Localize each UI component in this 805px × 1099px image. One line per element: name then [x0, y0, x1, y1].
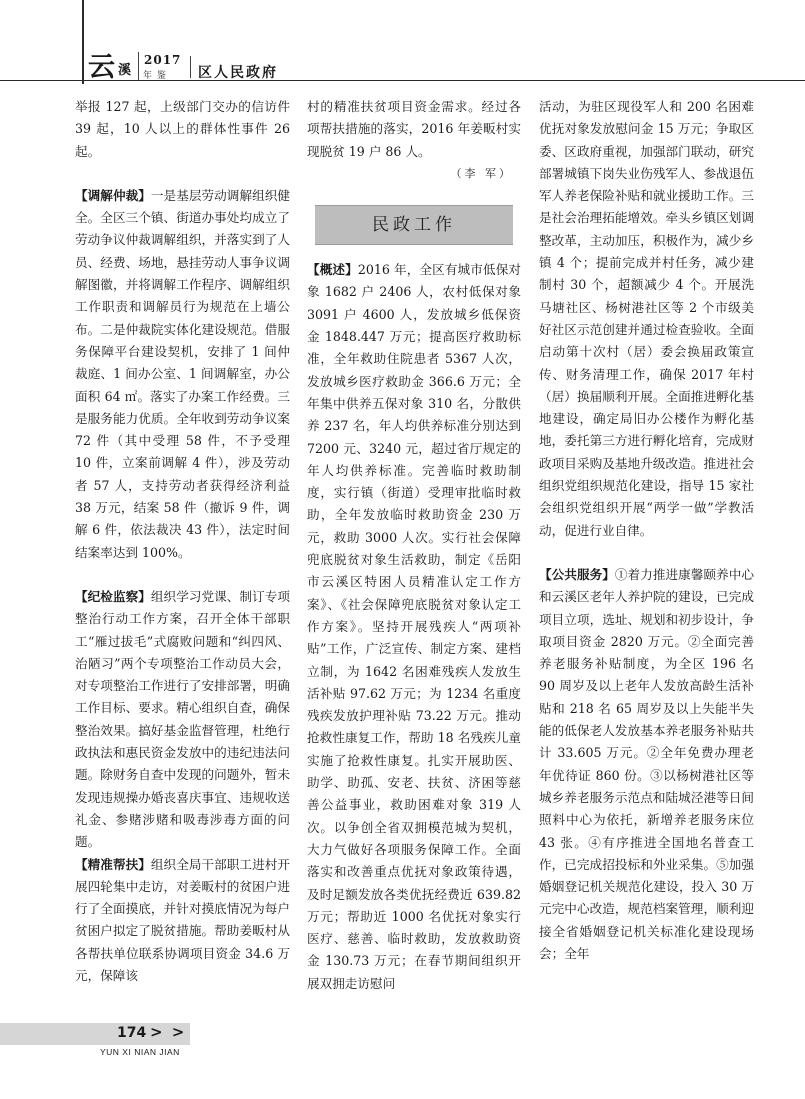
column-middle	[307, 96, 521, 995]
header-separator	[138, 52, 139, 80]
paragraph-mediation-text: 一是基层劳动调解组织健全。全区三个镇、街道办事处均成立了劳动争议仲裁调解组织，并落实到了人员、经费、场地，悬挂劳动人事争议调解图徽，并将调解工作程序、调解组织工作职责和调解员行为规范在上墙公布。二是仲裁院实体化建设规范。借服务保障平台建设契机，安排了 1 间仲裁庭、1 间办公室、1 间调解室，办公面积 64 ㎡。落实了办案工作经费。三是服务能力优质。全年收到劳动争议案 72 件（其中受理 58 件，不予受理 10 件，立案前调解 4 件），涉及劳动者 57 人，支持劳动者获得经济利益 38 万元，结案 58 件（撤诉 9 件，调解 6 件，依法裁决 43 件），法定时间结案率达到 100%。	[75, 187, 291, 560]
header-book-char-xi: 溪	[118, 63, 132, 78]
paragraph-discipline-text: 组织学习党课、制订专项整治行动工作方案，召开全体干部职工“雁过拔毛”式腐败问题和“纠四风、治陋习”两个专项整治工作动员大会，对专项整治工作进行了安排部署，明确工作目标、要求。精心组织自查，确保整治效果。搞好基金监督管理，杜绝行政执法和惠民资金发放中的违纪违法问题。除财务自查中发现的问题外，暂未发现违规操办婚丧喜庆事宜、违规收送礼金、参赌涉赌和吸毒涉毒方面的问题。	[75, 588, 291, 850]
author-byline: （李 军）	[450, 166, 513, 180]
paragraph-poverty-text: 组织全局干部职工进村开展四轮集中走访，对姜畈村的贫困户进行了全面摸底，并针对摸底情况为每户贫困户拟定了脱贫措施。帮助姜畈村从各帮扶单位联系协调项目资金 34.6 万元，保障该	[75, 856, 291, 983]
page-number: 174	[117, 1025, 147, 1041]
paragraph-continued: 村的精准扶贫项目资金需求。经过各项帮扶措施的落实，2016 年姜畈村实现脱贫 19 户 86 人。	[307, 99, 521, 159]
footer-subtitle: YUN XI NIAN JIAN	[100, 1047, 180, 1057]
paragraph-overview	[307, 259, 521, 995]
paragraph-overview-text: 2016 年，全区有城市低保对象 1682 户 2406 人，农村低保对象 3091 户 4600 人，发放城乡低保资金 1848.447 万元；提高医疗救助标准，全年救助住院患者 5367 人次，发放城乡医疗救助金 366.6 万元；全年集中供养五保对象 310 名，分散供养 237 名，年人均供养标准分别达到 7200 元、3240 元，超过省厅规定的年人均供养标准。完善临时救助制度，实行镇（街道）受理审批临时救助，全年发放临时救助资金 230 万元，救助 3000 人次。实行社会保障兜底脱贫对象生活救助，制定《岳阳市云溪区特困人员精准认定工作方案》、《社会保障兜底脱贫对象认定工作方案》。坚持开展残疾人“两项补贴”工作，广泛宣传、制定方案、建档立制，为 1642 名困难残疾人发放生活补贴 97.62 万元；为 1234 名重度残疾发放护理补贴 73.22 万元。推动抢救性康复工作，帮助 18 名残疾儿童实施了抢救性康复。扎实开展助医、助学、助孤、安老、扶贫、济困等慈善公益事业，救助困难对象 319 人次。以争创全省双拥模范城为契机，大力气做好各项服务保障工作。全面落实和改善重点优抚对象政策待遇，及时足额发放各类优抚经费近 639.82 万元；帮助近 1000 名优抚对象实行医疗、慈善、临时救助，发放救助资金 130.73 万元；在春节期间组织开展双拥走访慰问	[307, 262, 521, 991]
section-banner: 民政工作	[315, 205, 513, 245]
column-left	[75, 96, 290, 987]
header-separator-2	[190, 56, 191, 78]
paragraph-continued: 活动，为驻区现役军人和 200 名困难优抚对象发放慰问金 15 万元；争取区委、区政府重视，加强部门联动，研究部署城镇下岗失业伤残军人、参战退伍军人养老保险补贴和就业援助工作。三是社会治理拓能增效。牵头乡镇区划调整改革，主动加压，积极作为，减少乡镇 4 个；提前完成并村任务，减少建制村 30 个，超额减少 4 个。开展洗马塘社区、杨树港社区等 2 个市级美好社区示范创建并通过检查验收。全面启动第十次村（居）委会换届政策宣传、财务清理工作，确保 2017 年村（居）换届顺利开展。全面推进孵化基地建设，确定局旧办公楼作为孵化基地，委托第三方进行孵化培育，完成财政项目采购及基地升级改造。推进社会组织党组织规范化建设，指导 15 家社会组织党组织开展“两学一做”学教活动，促进行业自律。	[539, 99, 754, 538]
header-year: 2017	[144, 53, 182, 67]
section-tag-overview: 【概述】	[307, 262, 358, 278]
header-book-char-yun: 云	[88, 52, 115, 83]
header-yearbook-label: 年 鉴	[143, 71, 167, 81]
chevron-icon: > >	[150, 1023, 187, 1041]
header-rule	[0, 80, 805, 81]
paragraph-public-service	[539, 564, 754, 965]
section-tag-mediation: 【调解仲裁】	[75, 187, 151, 203]
column-right	[539, 96, 754, 965]
paragraph-discipline	[75, 586, 290, 854]
paragraph-continued: 举报 127 起，上级部门交办的信访件 39 起，10 人以上的群体性事件 26 起。	[75, 99, 290, 159]
section-tag-public-service: 【公共服务】	[539, 566, 615, 582]
header-section-title: 区人民政府	[198, 65, 278, 81]
section-tag-poverty: 【精准帮扶】	[75, 856, 151, 872]
paragraph-public-service-text: ①着力推进康馨颐养中心和云溪区老年人养护院的建设，已完成项目立项，选址、规划和初步设计，争取项目资金 2820 万元。②全面完善养老服务补贴制度，为全区 196 名 90 周岁及以上老年人发放高龄生活补贴和 218 名 65 周岁及以上失能半失能的低保老人发放基本养老服务补贴共计 33.605 万元。②全年免费办理老年优待证 860 份。③以杨树港社区等城乡养老服务示范点和陆城泾港等日间照料中心为依托，新增养老服务床位 43 张。④有序推进全国地名普查工作，已完成招投标和外业采集。⑤加强婚姻登记机关规范化建设，投入 30 万元完中心改造，规范档案管理，顺利迎接全省婚姻登记机关标准化建设现场会；全年	[539, 566, 755, 961]
section-tag-discipline: 【纪检监察】	[75, 588, 151, 604]
paragraph-mediation	[75, 185, 290, 564]
paragraph-poverty	[75, 854, 290, 988]
header-vertical-rule	[82, 0, 84, 84]
